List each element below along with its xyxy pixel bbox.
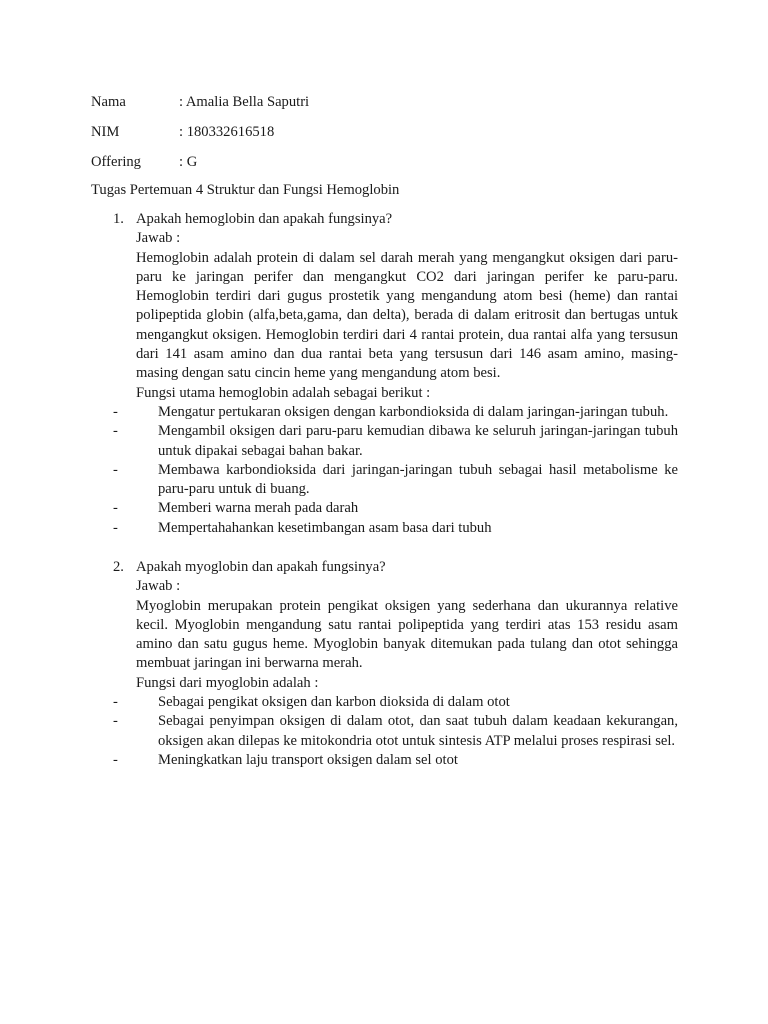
bullet-dash: - (113, 751, 118, 768)
question-text: Apakah myoglobin dan apakah fungsinya? (136, 559, 386, 575)
bullet-dash: - (113, 713, 118, 730)
nim-row (91, 122, 274, 142)
list-item-text: Mengambil oksigen dari paru-paru kemudian dibawa ke seluruh jaringan-jaringan tubuh untuk dipakai sebagai bahan bakar. (158, 423, 678, 459)
name-label: Nama (91, 94, 126, 110)
question-2 (113, 558, 678, 770)
assignment-title: Tugas Pertemuan 4 Struktur dan Fungsi Hemoglobin (91, 182, 400, 198)
list-item-text: Sebagai penyimpan oksigen di dalam otot, dan saat tubuh dalam keadaan kekurangan, oksigen akan dilepas ke mitokondria otot untuk sintesis ATP melalui proses respirasi sel. (158, 713, 678, 749)
nim-label: NIM (91, 124, 120, 140)
bullet-dash: - (113, 694, 118, 711)
bullet-dash: - (113, 423, 118, 440)
question-number: 1. (113, 211, 124, 227)
bullet-dash: - (113, 519, 118, 536)
bullet-dash: - (113, 403, 118, 420)
list-item-text: Meningkatkan laju transport oksigen dalam sel otot (158, 751, 458, 768)
list-item-text: Sebagai pengikat oksigen dan karbon dioksida di dalam otot (158, 694, 510, 711)
list-item (113, 403, 678, 422)
nim-value: : 180332616518 (179, 124, 275, 140)
function-list (113, 693, 678, 770)
answer-label: Jawab : (136, 578, 181, 595)
list-item-text: Mengatur pertukaran oksigen dengan karbondioksida di dalam jaringan-jaringan tubuh. (158, 403, 669, 420)
offering-value: : G (179, 154, 198, 170)
list-item (113, 461, 678, 500)
question-1 (113, 210, 678, 538)
answer-label: Jawab : (136, 230, 181, 247)
function-intro: Fungsi dari myoglobin adalah : (136, 674, 319, 691)
list-item (113, 693, 678, 712)
function-intro: Fungsi utama hemoglobin adalah sebagai berikut : (136, 384, 431, 401)
bullet-dash: - (113, 461, 118, 478)
question-text: Apakah hemoglobin dan apakah fungsinya? (136, 211, 393, 227)
offering-row (91, 152, 197, 172)
list-item (113, 712, 678, 751)
bullet-dash: - (113, 500, 118, 517)
list-item (113, 422, 678, 461)
list-item (113, 751, 678, 770)
name-row (91, 92, 309, 112)
offering-label: Offering (91, 154, 141, 170)
list-item-text: Mempertahahankan kesetimbangan asam basa dari tubuh (158, 519, 492, 536)
function-list (113, 403, 678, 538)
list-item-text: Memberi warna merah pada darah (158, 500, 359, 517)
list-item (113, 499, 678, 518)
question-number: 2. (113, 559, 124, 575)
list-item (113, 519, 678, 538)
answer-paragraph: Hemoglobin adalah protein di dalam sel darah merah yang mengangkut oksigen dari paru-paru ke jaringan perifer dan mengangkut CO2 dari jaringan perifer ke paru-paru. Hemoglobin terdiri dari gugus prostetik yang mengandung atom besi (heme) dan rantai polipeptida globin (alfa,beta,gama, dan delta), berada di dalam eritrosit dan bertugas untuk mengangkut oksigen. Hemoglobin terdiri dari 4 rantai protein, dua rantai alfa yang tersusun dari 141 asam amino dan dua rantai beta yang tersusun dari 146 asam amino, masing-masing dengan satu cincin heme yang mengandung atom besi. (136, 249, 678, 382)
name-value: : Amalia Bella Saputri (179, 94, 310, 110)
answer-paragraph: Myoglobin merupakan protein pengikat oksigen yang sederhana dan ukurannya relative kecil. Myoglobin mengandung satu rantai polipeptida yang terdiri atas 153 residu asam amino dan satu gugus heme. Myoglobin banyak ditemukan pada tulang dan otot sehingga membuat jaringan ini berwarna merah. (136, 597, 678, 672)
list-item-text: Membawa karbondioksida dari jaringan-jaringan tubuh sebagai hasil metabolisme ke paru-paru untuk di buang. (158, 461, 678, 498)
